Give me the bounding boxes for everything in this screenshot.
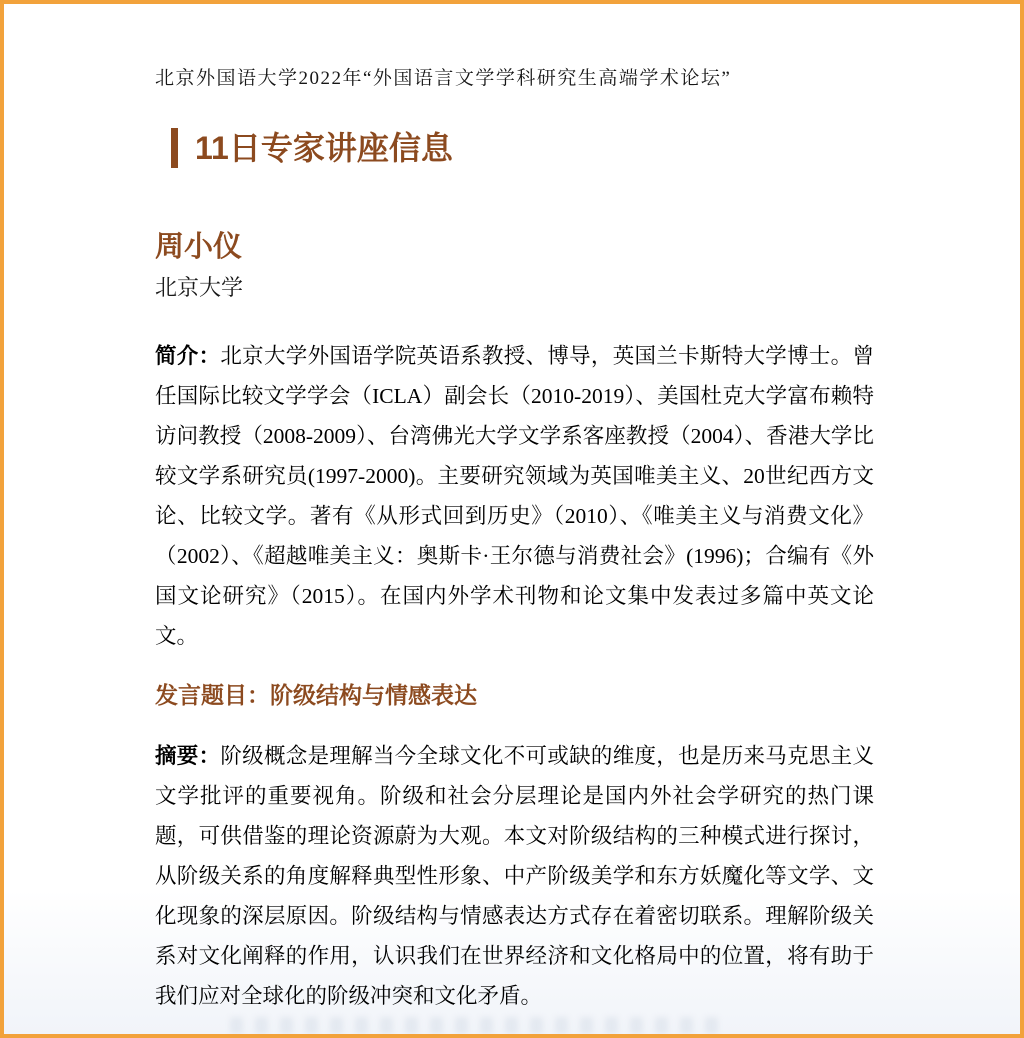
talk-abstract <box>155 736 874 1016</box>
page-content <box>4 4 1020 1016</box>
title-accent-bar <box>171 128 178 168</box>
talk-title-text: 阶级结构与情感表达 <box>270 682 477 708</box>
cutoff-faint-text <box>230 1017 722 1034</box>
forum-header: 北京外国语大学2022年“外国语言文学学科研究生高端学术论坛” <box>155 68 732 89</box>
talk-title-label: 发言题目： <box>155 682 270 708</box>
bio-label: 简介： <box>155 344 221 368</box>
speaker-affiliation: 北京大学 <box>155 275 244 300</box>
bio-text: 北京大学外国语学院英语系教授、博导，英国兰卡斯特大学博士。曾任国际比较文学学会（ICLA）副会长（2010-2019）、美国杜克大学富布赖特访问教授（2008-2009）、台湾佛光大学文学系客座教授（2004）、香港大学比较文学系研究员(1997-2000)。主要研究领域为英国唯美主义、20世纪西方文论、比较文学。著有《从形式回到历史》（2010）、《唯美主义与消费文化》（2002）、《超越唯美主义：奥斯卡·王尔德与消费社会》(1996)；合编有《外国文论研究》（2015）。在国内外学术刊物和论文集中发表过多篇中英文论文。 <box>155 344 874 648</box>
speaker-bio <box>155 336 874 656</box>
talk-title <box>155 680 874 710</box>
section-title <box>171 128 874 168</box>
speaker-name: 周小仪 <box>155 231 243 263</box>
abstract-label: 摘要： <box>155 744 221 768</box>
section-title-text: 11日专家讲座信息 <box>195 130 453 166</box>
abstract-text: 阶级概念是理解当今全球文化不可或缺的维度，也是历来马克思主义文学批评的重要视角。阶级和社会分层理论是国内外社会学研究的热门课题，可供借鉴的理论资源蔚为大观。本文对阶级结构的三种模式进行探讨，从阶级关系的角度解释典型性形象、中产阶级美学和东方妖魔化等文学、文化现象的深层原因。阶级结构与情感表达方式存在着密切联系。理解阶级关系对文化阐释的作用，认识我们在世界经济和文化格局中的位置，将有助于我们应对全球化的阶级冲突和文化矛盾。 <box>155 744 874 1008</box>
